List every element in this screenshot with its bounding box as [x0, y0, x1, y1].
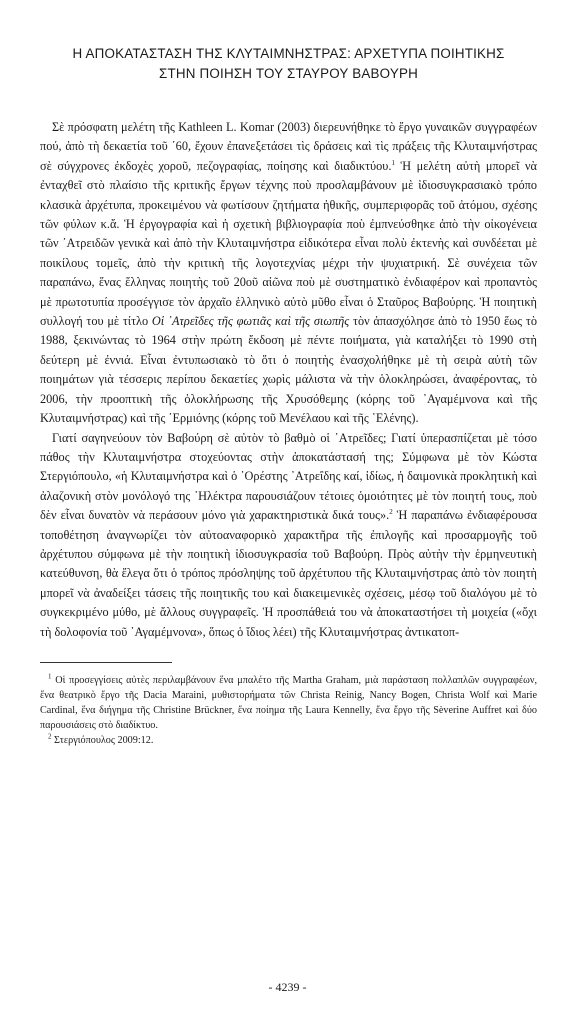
paragraph-2	[40, 429, 537, 642]
page-number: - 4239 -	[268, 980, 307, 994]
footnote-marker-2: 2	[48, 732, 52, 741]
title-line-1: Η ΑΠΟΚΑΤΑΣΤΑΣΗ ΤΗΣ ΚΛΥΤΑΙΜΝΗΣΤΡΑΣ: ΑΡΧΕΤΥΠΑ ΠΟΙΗΤΙΚΗΣ	[72, 46, 505, 61]
footnote-marker-1: 1	[48, 672, 52, 681]
footnote-ref-2: 2	[389, 508, 393, 517]
footnotes	[40, 673, 537, 748]
footnote-2-text: Στεργιόπουλος 2009:12.	[51, 734, 154, 746]
paragraph-1-text-a: Σὲ πρόσφατη μελέτη τῆς Kathleen L. Komar (2003) διερευνήθηκε τὸ ἔργο γυναικῶν συγγραφέων πού, ἀπὸ τὴ δεκαετία τοῦ ΄60, ἔχουν ἐπανεξετάσει τὶς δράσεις καὶ τὶς πράξεις τῆς Κλυταιμνήστρας σὲ σύγχρονες ἐκδοχὲς χοροῦ, πεζογραφίας, ποίησης καὶ διαδικτύου.	[40, 120, 537, 173]
article-title	[40, 44, 537, 84]
footnote-2	[40, 733, 537, 748]
paragraph-1-text-b: Ἡ μελέτη αὐτὴ μπορεῖ νὰ ἐνταχθεῖ στὸ πλαίσιο τῆς κριτικῆς ἔργων τέχνης ποὺ προσλαμβάνουν μὲ ἰδιοσυγκρασιακὸ τρόπο κλασικὰ ἀρχέτυπα, προκειμένου νὰ φωτίσουν ζητήματα ἠθικῆς, συμπεριφορᾶς τοῦ ἀτόμου, σχέσης τῶν φύλων κ.ἄ. Ἡ ἐργογραφία καὶ ἡ σχετικὴ βιβλιογραφία ποὺ ἐμπνεύσθηκε ἀπὸ τὴν οἰκογένεια τῶν ᾿Ατρειδῶν γενικὰ καὶ ἀπὸ τὴν Κλυταιμνήστρα εἰδικότερα εἶναι πολὺ ἐκτενὴς καὶ συνδέεται μὲ ποικίλους τομεῖς, ἀπὸ τὴν κριτικὴ τῆς λογοτεχνίας μέχρι τὴν ψυχιατρική. Σὲ συνέχεια τῶν παραπάνω, ἕνας ἕλληνας ποιητὴς τοῦ 20οῦ αἰῶνα ποὺ μὲ συστηματικὸ ἐνδιαφέρον καὶ προπαντὸς μὲ πρωτοτυπία προσέγγισε τὸν ἀρχαῖο ἑλληνικὸ αὐτὸ μῦθο εἶναι ὁ Σταῦρος Βαβούρης. Ἡ ποιητικὴ συλλογή του μὲ τίτλο	[40, 158, 537, 329]
paragraph-2-text-b: Ἡ παραπάνω ἐνδιαφέρουσα τοποθέτηση ἀναγνωρίζει τὸν αὐτοαναφορικὸ χαρακτῆρα τῆς ἐπιλογῆς καὶ προσαρμογῆς τοῦ ἀρχέτυπου σύμφωνα μὲ τὴν ποιητικὴ ἰδιοσυγκρασία τοῦ Βαβούρη. Πρὸς αὐτὴν τὴν ἑρμηνευτικὴ κατεύθυνση, θὰ ἔλεγα ὅτι ὁ τρόπος πρόσληψης τοῦ ἀρχέτυπου τῆς Κλυταιμνήστρας ἀπὸ τὸν ποιητὴ μπορεῖ νὰ ἀναδείξει τάσεις τῆς ποιητικῆς του καὶ διακειμενικὲς σχέσεις, μέσῳ τοῦ διαλόγου μὲ τὸ συγκεκριμένο μύθο, μὲ ἄλλους συγγραφεῖς. Ἡ προσπάθειά του νὰ ἀποκαταστήσει τὴ μοιχεία («ὄχι τὴ δολοφονία τοῦ ᾿Αγαμέμνονα», ὅπως ὁ ἴδιος λέει) τῆς Κλυταιμνήστρας ἀντικατοπ-	[40, 508, 537, 639]
footnote-1	[40, 673, 537, 733]
footnote-divider	[40, 662, 172, 663]
paragraph-1	[40, 118, 537, 429]
title-line-2: ΣΤΗΝ ΠΟΙΗΣΗ ΤΟΥ ΣΤΑΥΡΟΥ ΒΑΒΟΥΡΗ	[159, 66, 418, 81]
paragraph-2-text-a: Γιατί σαγηνεύουν τὸν Βαβούρη σὲ αὐτὸν τὸ βαθμὸ οἱ ᾿Ατρεῖδες; Γιατί ὑπερασπίζεται μὲ τόσο πάθος τὴν Κλυταιμνήστρα στοχεύοντας στὴν ἀποκατάστασή της; Σύμφωνα μὲ τὸν Κώστα Στεργιόπουλο, «ἡ Κλυταιμνήστρα καὶ ὁ ᾿Ορέστης ᾿Ατρεΐδης καί, ἰδίως, ἡ δαιμονικὰ προκλητικὴ καὶ ἀλαζονικὴ στὸν μονόλογό της ᾿Ηλέκτρα παρουσιάζουν τέτοιες ὁμοιότητες μὲ τὸν ποιητή τους, ποὺ δὲν εἶναι δυνατὸν νὰ περάσουν μόνο γιὰ χαρακτηριστικὰ δικά τους».	[40, 430, 537, 523]
paragraph-1-text-c: τὸν ἀπασχόλησε ἀπὸ τὸ 1950 ἕως τὸ 1988, ξεκινώντας τὸ 1964 στὴν πρώτη ἔκδοση μὲ πέντε ποιήματα, γιὰ καταλήξει τὸ 1990 στὴ δεύτερη μὲ ἐννιά. Εἶναι ἐντυπωσιακὸ τὸ ὅτι ὁ ποιητὴς ἐνασχολήθηκε μὲ τὴ σειρὰ αὐτὴ τῶν ποιημάτων γιὰ τέσσερις περίπου δεκαετίες χωρὶς μάλιστα νὰ τὴν ὁλοκληρώσει, ἀναφέροντας, τὸ 2006, τὴν προοπτικὴ τῆς ὁλοκλήρωσης τῆς Χρυσόθεμης (κόρης τοῦ ᾿Αγαμέμνονα καὶ τῆς Κλυταιμνήστρας) καὶ τῆς ῾Ερμιόνης (κόρης τοῦ Μενέλαου καὶ τῆς ῾Ελένης).	[40, 314, 537, 426]
footnote-ref-1: 1	[391, 158, 395, 167]
article-body	[40, 118, 537, 642]
book-title: Οἱ ᾿Ατρεῖδες τῆς φωτιᾶς καὶ τῆς σιωπῆς	[151, 314, 350, 329]
footnote-1-text: Οἱ προσεγγίσεις αὐτὲς περιλαμβάνουν ἕνα μπαλέτο τῆς Martha Graham, μιὰ παράσταση πολλαπλῶν συγγραφέων, ἕνα θεατρικὸ ἔργο τῆς Dacia Maraini, μυθιστορήματα τῶν Christa Reinig, Nancy Bogen, Christa Wolf καὶ Marie Cardinal, ἕνα διήγημα τῆς Christine Brückner, ἕνα ποίημα τῆς Laura Kennelly, ἕνα ἔργο τῆς Sèverine Auffret καὶ δύο παρουσιάσεις στὸ διαδίκτυο.	[40, 674, 537, 731]
